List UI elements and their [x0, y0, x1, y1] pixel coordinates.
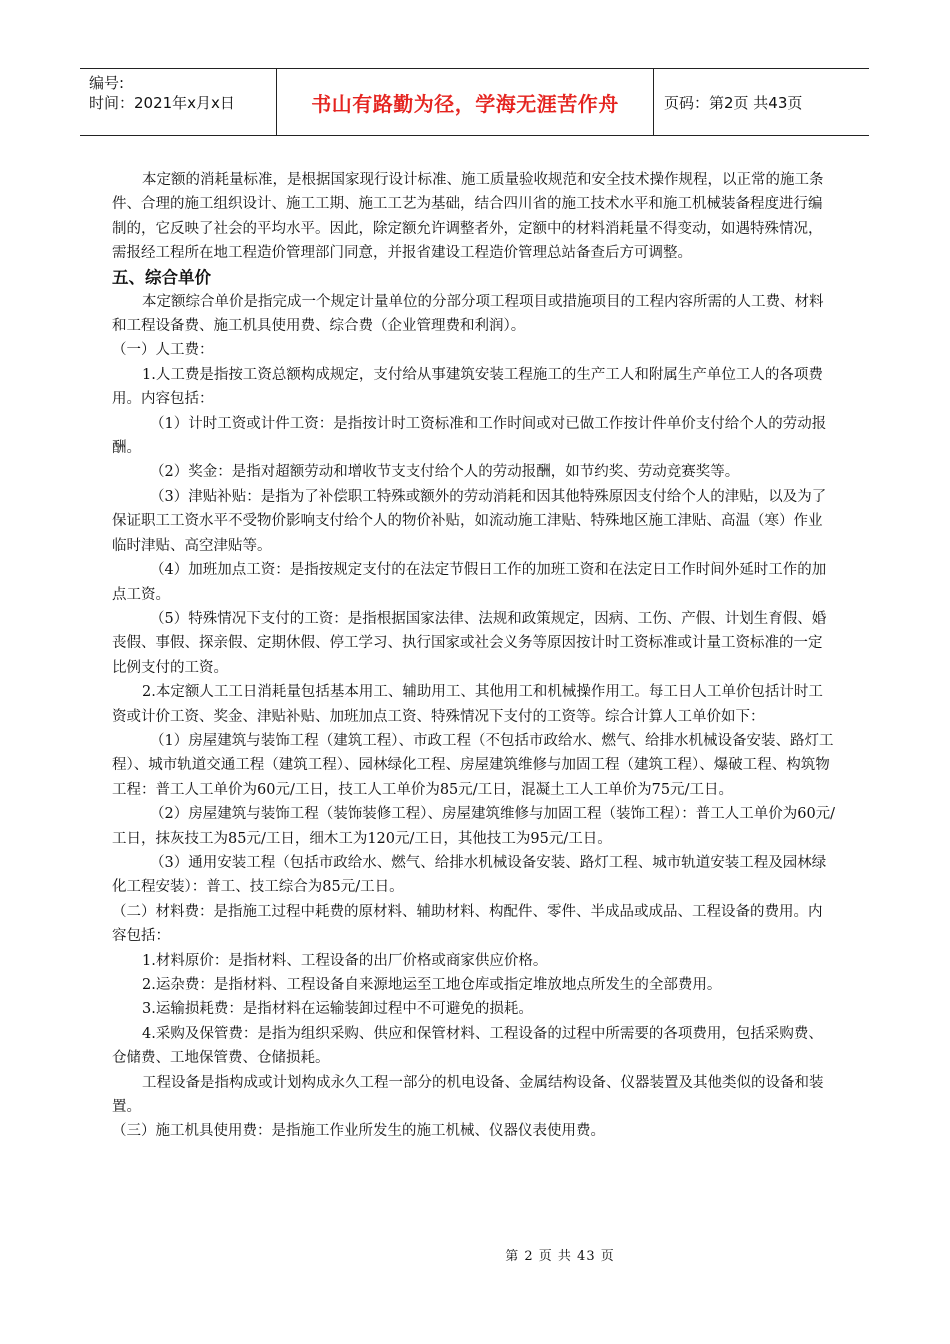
list-item: （2）房屋建筑与装饰工程（装饰装修工程）、房屋建筑维修与加固工程（装饰工程）：普工人工单价为60元/工日，抹灰技工为85元/工日，细木工为120元/工日，其他技工为95元/工日。 — [112, 806, 836, 847]
page-footer — [0, 1245, 950, 1264]
paragraph: 1.人工费是指按工资总额构成规定，支付给从事建筑安装工程施工的生产工人和附属生产单位工人的各项费用。内容包括： — [112, 366, 823, 408]
subsection-heading: （一）人工费： — [112, 342, 214, 359]
list-item: （2）奖金：是指对超额劳动和增收节支支付给个人的劳动报酬，如节约奖、劳动竞赛奖等。 — [150, 464, 740, 481]
document-time: 时间：2021年x月x日 — [89, 94, 235, 112]
header-page-code: 页码：第2页 共43页 — [664, 93, 803, 112]
list-item: 3.运输损耗费：是指材料在运输装卸过程中不可避免的损耗。 — [142, 1001, 533, 1018]
footer-page-number: 第 2 页 共 43 页 — [505, 1249, 615, 1264]
list-item: （5）特殊情况下支付的工资：是指根据国家法律、法规和政策规定，因病、工伤、产假、计划生育假、婚丧假、事假、探亲假、定期休假、停工学习、执行国家或社会义务等原因按计时工资标准或计量工资标准的一定比例支付的工资。 — [112, 610, 827, 676]
paragraph: 2.本定额人工工日消耗量包括基本用工、辅助用工、其他用工和机械操作用工。每工日人工单价包括计时工资或计价工资、奖金、津贴补贴、加班加点工资、特殊情况下支付的工资等。综合计算人工单价如下： — [112, 684, 823, 725]
document-number-label: 编号: — [89, 74, 125, 92]
paragraph: 工程设备是指构成或计划构成永久工程一部分的机电设备、金属结构设备、仪器装置及其他类似的设备和装置。 — [112, 1074, 824, 1116]
list-item: 1.材料原价：是指材料、工程设备的出厂价格或商家供应价格。 — [142, 952, 548, 969]
subsection-heading: （二）材料费：是指施工过程中耗费的原材料、辅助材料、构配件、零件、半成品或成品、工程设备的费用。内容包括： — [112, 903, 823, 945]
section-heading: 五、综合单价 — [112, 267, 211, 287]
list-item: （1）计时工资或计件工资：是指按计时工资标准和工作时间或对已做工作按计件单价支付给个人的劳动报酬。 — [112, 415, 827, 457]
header-motto: 书山有路勤为径，学海无涯苦作舟 — [277, 69, 654, 135]
subsection-heading: （三）施工机具使用费：是指施工作业所发生的施工机械、仪器仪表使用费。 — [112, 1123, 605, 1140]
list-item: （3）通用安装工程（包括市政给水、燃气、给排水机械设备安装、路灯工程、城市轨道安装工程及园林绿化工程安装）：普工、技工综合为85元/工日。 — [112, 854, 827, 896]
list-item: 2.运杂费：是指材料、工程设备自来源地运至工地仓库或指定堆放地点所发生的全部费用。 — [142, 977, 722, 993]
paragraph: 本定额综合单价是指完成一个规定计量单位的分部分项工程项目或措施项目的工程内容所需的人工费、材料和工程设备费、施工机具使用费、综合费（企业管理费和利润）。 — [112, 293, 824, 335]
list-item: （3）津贴补贴：是指为了补偿职工特殊或额外的劳动消耗和因其他特殊原因支付给个人的津贴，以及为了保证职工工资水平不受物价影响支付给个人的物价补贴，如流动施工津贴、特殊地区施工津贴、高温（寒）作业临时津贴、高空津贴等。 — [112, 488, 827, 554]
list-item: （1）房屋建筑与装饰工程（建筑工程）、市政工程（不包括市政给水、燃气、给排水机械设备安装、路灯工程）、城市轨道交通工程（建筑工程）、园林绿化工程、房屋建筑维修与加固工程（建筑工程）、爆破工程、构筑物工程：普工人工单价为60元/工日，技工人工单价为85元/工日，混凝土工人工单价为75元/工日。 — [112, 732, 834, 798]
document-body — [112, 168, 836, 1144]
list-item: 4.采购及保管费：是指为组织采购、供应和保管材料、工程设备的过程中所需要的各项费用，包括采购费、仓储费、工地保管费、仓储损耗。 — [112, 1025, 823, 1067]
paragraph: 本定额的消耗量标准，是根据国家现行设计标准、施工质量验收规范和安全技术操作规程，以正常的施工条件、合理的施工组织设计、施工工期、施工工艺为基础，结合四川省的施工技术水平和施工机械装备程度进行编制的，它反映了社会的平均水平。因此，除定额允许调整者外，定额中的材料消耗量不得变动，如遇特殊情况，需报经工程所在地工程造价管理部门同意，并报省建设工程造价管理总站备查后方可调整。 — [112, 172, 824, 262]
list-item: （4）加班加点工资：是指按规定支付的在法定节假日工作的加班工资和在法定日工作时间外延时工作的加点工资。 — [112, 562, 827, 603]
header-meta — [80, 69, 277, 135]
page-header — [80, 68, 869, 136]
